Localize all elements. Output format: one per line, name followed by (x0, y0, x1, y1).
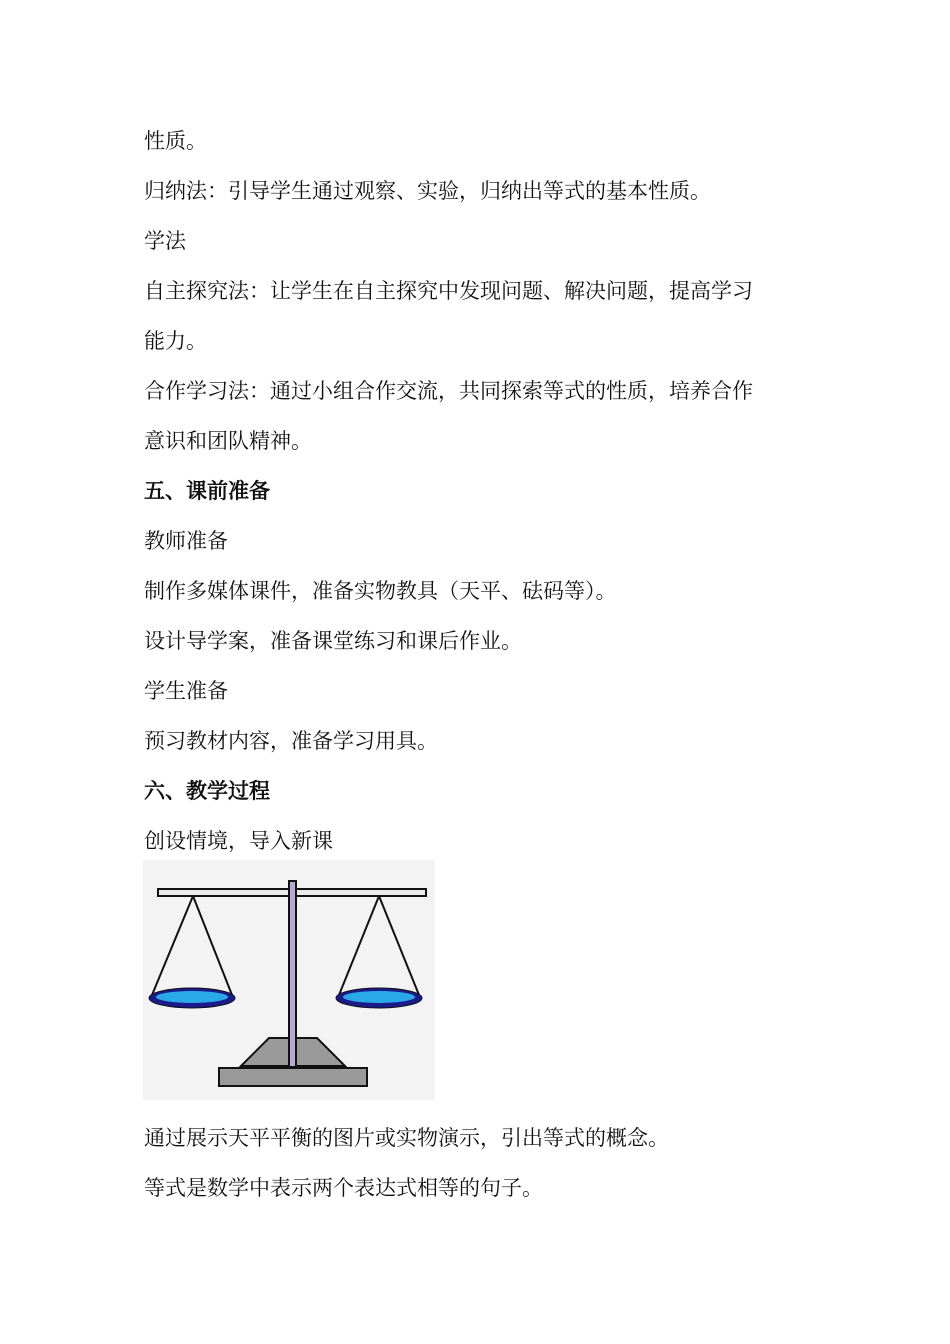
paragraph-line: 意识和团队精神。 (144, 429, 312, 453)
paragraph-line: 能力。 (144, 329, 207, 353)
section-heading-preparation: 五、课前准备 (144, 479, 270, 503)
paragraph-preview: 预习教材内容，准备学习用具。 (144, 729, 438, 753)
section-heading-teaching-process: 六、教学过程 (144, 779, 270, 803)
paragraph-balance-demo: 通过展示天平平衡的图片或实物演示，引出等式的概念。 (144, 1126, 669, 1150)
subheading-introduction: 创设情境，导入新课 (144, 829, 333, 853)
paragraph-line: 性质。 (144, 129, 207, 153)
paragraph-cooperative-learning: 合作学习法：通过小组合作交流，共同探索等式的性质，培养合作 (144, 379, 753, 403)
paragraph-study-guide: 设计导学案，准备课堂练习和课后作业。 (144, 629, 522, 653)
balance-scale-icon (143, 860, 435, 1100)
subheading-student-preparation: 学生准备 (144, 679, 228, 703)
subheading-learning-methods: 学法 (144, 229, 186, 253)
subheading-teacher-preparation: 教师准备 (144, 529, 228, 553)
paragraph-equation-definition: 等式是数学中表示两个表达式相等的句子。 (144, 1176, 543, 1200)
balance-scale-figure (143, 860, 435, 1100)
paragraph-self-inquiry: 自主探究法：让学生在自主探究中发现问题、解决问题，提高学习 (144, 279, 753, 303)
paragraph-courseware: 制作多媒体课件，准备实物教具（天平、砝码等）。 (144, 579, 617, 603)
paragraph-induction-method: 归纳法：引导学生通过观察、实验，归纳出等式的基本性质。 (144, 179, 711, 203)
